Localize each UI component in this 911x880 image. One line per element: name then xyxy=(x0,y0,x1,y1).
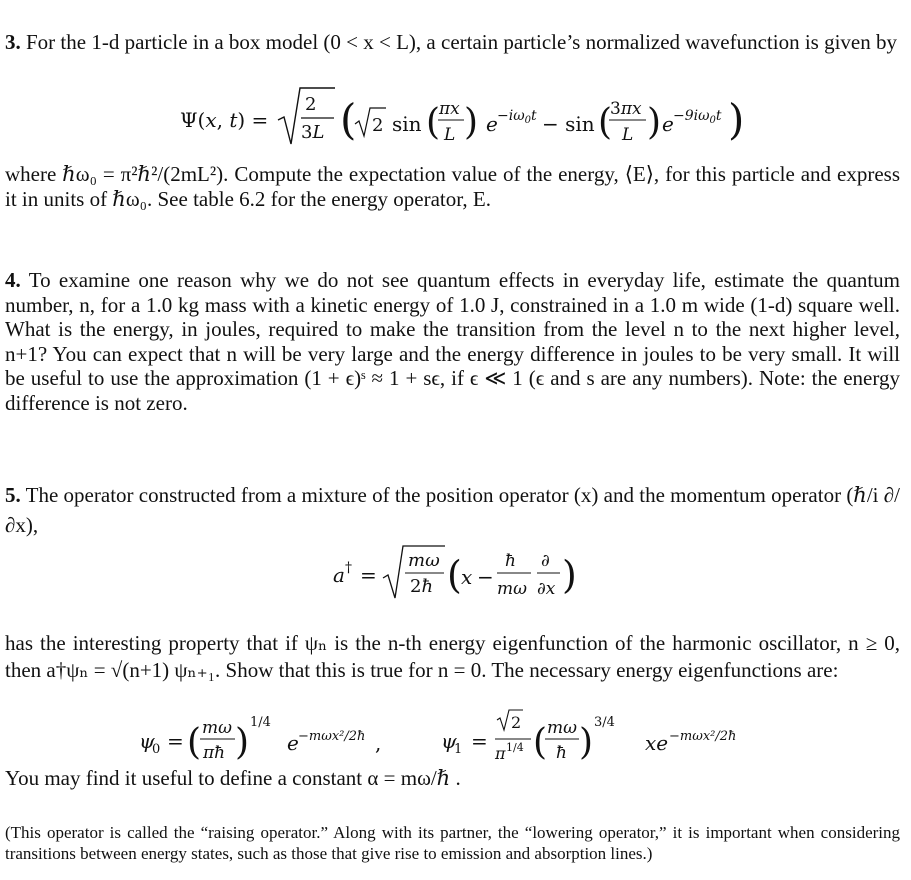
svg-text:mω: mω xyxy=(202,718,232,738)
svg-text:mω: mω xyxy=(408,550,440,571)
svg-text:): ) xyxy=(464,102,479,143)
svg-text:e: e xyxy=(287,731,299,755)
svg-text:ψ: ψ xyxy=(441,729,457,753)
svg-text:−mωx²/2ħ: −mωx²/2ħ xyxy=(298,729,366,744)
svg-text:=: = xyxy=(471,729,488,753)
svg-text:(: ( xyxy=(340,95,357,144)
problem-5-number: 5. xyxy=(5,483,21,507)
svg-text:†: † xyxy=(345,560,352,576)
svg-text:1: 1 xyxy=(454,742,463,757)
svg-text:e: e xyxy=(662,112,674,136)
svg-text:2: 2 xyxy=(372,115,384,136)
svg-text:,: , xyxy=(375,731,382,755)
svg-text:): ) xyxy=(579,722,594,763)
svg-text:Ψ(x, t) =: Ψ(x, t) = xyxy=(180,108,269,132)
svg-text:ψ: ψ xyxy=(139,729,155,753)
svg-text:2: 2 xyxy=(511,713,522,732)
svg-text:(: ( xyxy=(426,102,441,143)
svg-text:2ħ: 2ħ xyxy=(410,576,434,597)
svg-text:(: ( xyxy=(533,722,548,763)
problem-3-where-text: where ℏω₀ = π²ℏ²/(2mL²). Compute the expectation value of the energy, ⟨E⟩, for this particle and express it in units of ℏω₀. See table 6.2 for the energy operator, E. xyxy=(5,162,900,211)
svg-text:): ) xyxy=(562,553,577,597)
problem-3-number: 3. xyxy=(5,30,21,54)
svg-text:∂x: ∂x xyxy=(537,579,556,599)
svg-text:a: a xyxy=(333,563,345,587)
svg-text:=: = xyxy=(360,563,377,587)
problem-3-wavefunction-equation xyxy=(150,80,750,158)
svg-text:ħ: ħ xyxy=(556,743,567,763)
problem-3-intro-text: For the 1-d particle in a box model (0 < x < L), a certain particle’s normalized wavefunction is given by xyxy=(26,30,897,54)
svg-text:1/4: 1/4 xyxy=(506,741,524,754)
svg-text:π: π xyxy=(495,744,506,763)
svg-text:− sin: − sin xyxy=(542,112,595,136)
svg-text:−: − xyxy=(477,565,494,589)
problem-4-text-block xyxy=(5,268,900,416)
svg-text:xe: xe xyxy=(645,731,669,755)
svg-text:x: x xyxy=(461,565,473,589)
svg-text:πx: πx xyxy=(439,99,460,119)
svg-text:−mωx²/2ħ: −mωx²/2ħ xyxy=(669,729,737,744)
problem-5-intro-text: The operator constructed from a mixture of the position operator (x) and the momentum operator (ℏ/i ∂/∂x), xyxy=(5,483,900,537)
svg-text:2: 2 xyxy=(305,94,317,115)
svg-text:(: ( xyxy=(447,553,462,597)
svg-text:sin: sin xyxy=(392,112,422,136)
problem-4-number: 4. xyxy=(5,268,21,292)
svg-text:3πx: 3πx xyxy=(610,99,642,119)
raising-operator-equation xyxy=(325,540,605,612)
problem-5-intro xyxy=(5,480,900,540)
alpha-definition-text: You may find it useful to define a constant α = mω/ℏ . xyxy=(5,766,461,790)
svg-text:mω: mω xyxy=(547,718,577,738)
svg-text:L: L xyxy=(622,125,634,145)
svg-text:ħ: ħ xyxy=(505,551,516,571)
document-page xyxy=(5,0,903,880)
svg-text:3/4: 3/4 xyxy=(594,715,615,730)
svg-text:): ) xyxy=(728,95,745,144)
problem-3-intro xyxy=(5,30,900,55)
svg-text:−9iω0t: $-9i\omega_0t$ xyxy=(673,108,722,126)
svg-text:): ) xyxy=(235,722,250,763)
svg-text:(: ( xyxy=(598,102,613,143)
raising-operator-note: (This operator is called the “raising operator.” Along with its partner, the “lowering operator,” it is important when considering transitions between energy states, such as those that give rise to emission and absorption lines.) xyxy=(5,823,900,863)
svg-text:e: e xyxy=(486,112,498,136)
svg-text:3L: 3L xyxy=(301,122,325,143)
svg-text:−iω0t: $-i\omega_0t$ xyxy=(497,108,537,126)
svg-text:πħ: πħ xyxy=(203,743,226,763)
problem-4-text: To examine one reason why we do not see quantum effects in everyday life, estimate the quantum number, n, for a 1.0 kg mass with a kinetic energy of 1.0 J, constrained in a 1.0 m wide (1-d) square well. What is the energy, in joules, required to make the transition from the level n to the next higher level, n+1? You can expect that n will be very large and the energy difference in joules to be very small. It will be useful to use the approximation (1 + ϵ)ˢ ≈ 1 + sϵ, if ϵ ≪ 1 (ϵ and s are any numbers). Note: the energy difference is not zero. xyxy=(5,268,900,415)
svg-text:L: L xyxy=(444,125,456,145)
svg-text:0: 0 xyxy=(152,742,161,757)
svg-text:): ) xyxy=(647,102,662,143)
svg-text:=: = xyxy=(167,729,184,753)
problem-5-property-text: has the interesting property that if ψₙ is the n-th energy eigenfunction of the harmonic oscillator, n ≥ 0, then a†ψₙ = √(n+1) ψₙ₊₁. Show that this is true for n = 0. The necessary energy eigenfunctions are: xyxy=(5,631,900,682)
svg-text:mω: mω xyxy=(497,579,527,599)
eigenfunctions-equation xyxy=(135,706,795,768)
svg-text:1/4: 1/4 xyxy=(250,715,271,730)
svg-text:∂: ∂ xyxy=(541,551,550,571)
svg-text:(: ( xyxy=(187,722,202,763)
